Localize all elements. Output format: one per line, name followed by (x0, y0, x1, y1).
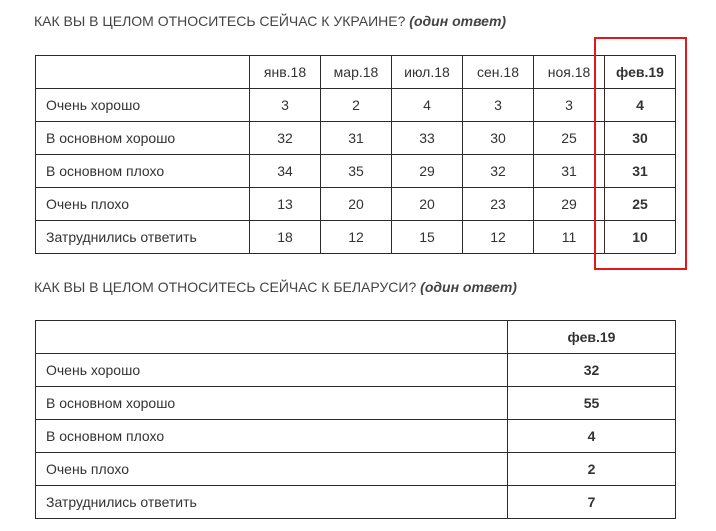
value-cell: 29 (392, 155, 463, 188)
belarus-attitude-table (35, 320, 676, 519)
ukraine-attitude-table (35, 55, 676, 254)
value-cell: 31 (605, 155, 676, 188)
answer-note-belarus: (один ответ) (420, 279, 517, 295)
table-row (36, 420, 676, 453)
value-cell: 12 (463, 221, 534, 254)
value-cell: 2 (508, 453, 676, 486)
value-cell: 35 (321, 155, 392, 188)
table-row (36, 387, 676, 420)
value-cell: 3 (250, 89, 321, 122)
value-cell: 7 (508, 486, 676, 519)
row-label: В основном плохо (36, 420, 508, 453)
row-label: В основном плохо (36, 155, 250, 188)
value-cell: 15 (392, 221, 463, 254)
column-header: фев.19 (508, 321, 676, 354)
table-row (36, 188, 676, 221)
value-cell: 13 (250, 188, 321, 221)
row-label: Очень хорошо (36, 354, 508, 387)
value-cell: 32 (508, 354, 676, 387)
value-cell: 30 (605, 122, 676, 155)
value-cell: 32 (250, 122, 321, 155)
table-row (36, 221, 676, 254)
value-cell: 20 (392, 188, 463, 221)
row-label: Очень плохо (36, 453, 508, 486)
value-cell: 33 (392, 122, 463, 155)
row-label: Затруднились ответить (36, 221, 250, 254)
question-text-belarus: КАК ВЫ В ЦЕЛОМ ОТНОСИТЕСЬ СЕЙЧАС К БЕЛАРУСИ? (34, 279, 417, 295)
value-cell: 55 (508, 387, 676, 420)
question-text-ukraine: КАК ВЫ В ЦЕЛОМ ОТНОСИТЕСЬ СЕЙЧАС К УКРАИНЕ? (34, 13, 406, 29)
row-label: В основном хорошо (36, 122, 250, 155)
table-row (36, 486, 676, 519)
value-cell: 18 (250, 221, 321, 254)
value-cell: 31 (534, 155, 605, 188)
header-corner-cell (36, 321, 508, 354)
table-row (36, 155, 676, 188)
row-label: Очень хорошо (36, 89, 250, 122)
column-header: янв.18 (250, 56, 321, 89)
value-cell: 30 (463, 122, 534, 155)
column-header: мар.18 (321, 56, 392, 89)
column-header: сен.18 (463, 56, 534, 89)
value-cell: 2 (321, 89, 392, 122)
table-row (36, 453, 676, 486)
value-cell: 11 (534, 221, 605, 254)
value-cell: 10 (605, 221, 676, 254)
column-header: ноя.18 (534, 56, 605, 89)
question-heading-ukraine (34, 12, 506, 30)
value-cell: 23 (463, 188, 534, 221)
answer-note-ukraine: (один ответ) (409, 13, 507, 29)
table-row (36, 122, 676, 155)
table-row (36, 354, 676, 387)
value-cell: 12 (321, 221, 392, 254)
table-header-row (36, 56, 676, 89)
value-cell: 20 (321, 188, 392, 221)
value-cell: 29 (534, 188, 605, 221)
row-label: В основном хорошо (36, 387, 508, 420)
value-cell: 3 (463, 89, 534, 122)
value-cell: 25 (605, 188, 676, 221)
value-cell: 25 (534, 122, 605, 155)
table-row (36, 89, 676, 122)
value-cell: 4 (605, 89, 676, 122)
value-cell: 3 (534, 89, 605, 122)
row-label: Очень плохо (36, 188, 250, 221)
table-header-row (36, 321, 676, 354)
value-cell: 4 (392, 89, 463, 122)
value-cell: 4 (508, 420, 676, 453)
value-cell: 32 (463, 155, 534, 188)
column-header: фев.19 (605, 56, 676, 89)
value-cell: 34 (250, 155, 321, 188)
row-label: Затруднились ответить (36, 486, 508, 519)
header-corner-cell (36, 56, 250, 89)
column-header: июл.18 (392, 56, 463, 89)
question-heading-belarus (34, 278, 517, 296)
value-cell: 31 (321, 122, 392, 155)
